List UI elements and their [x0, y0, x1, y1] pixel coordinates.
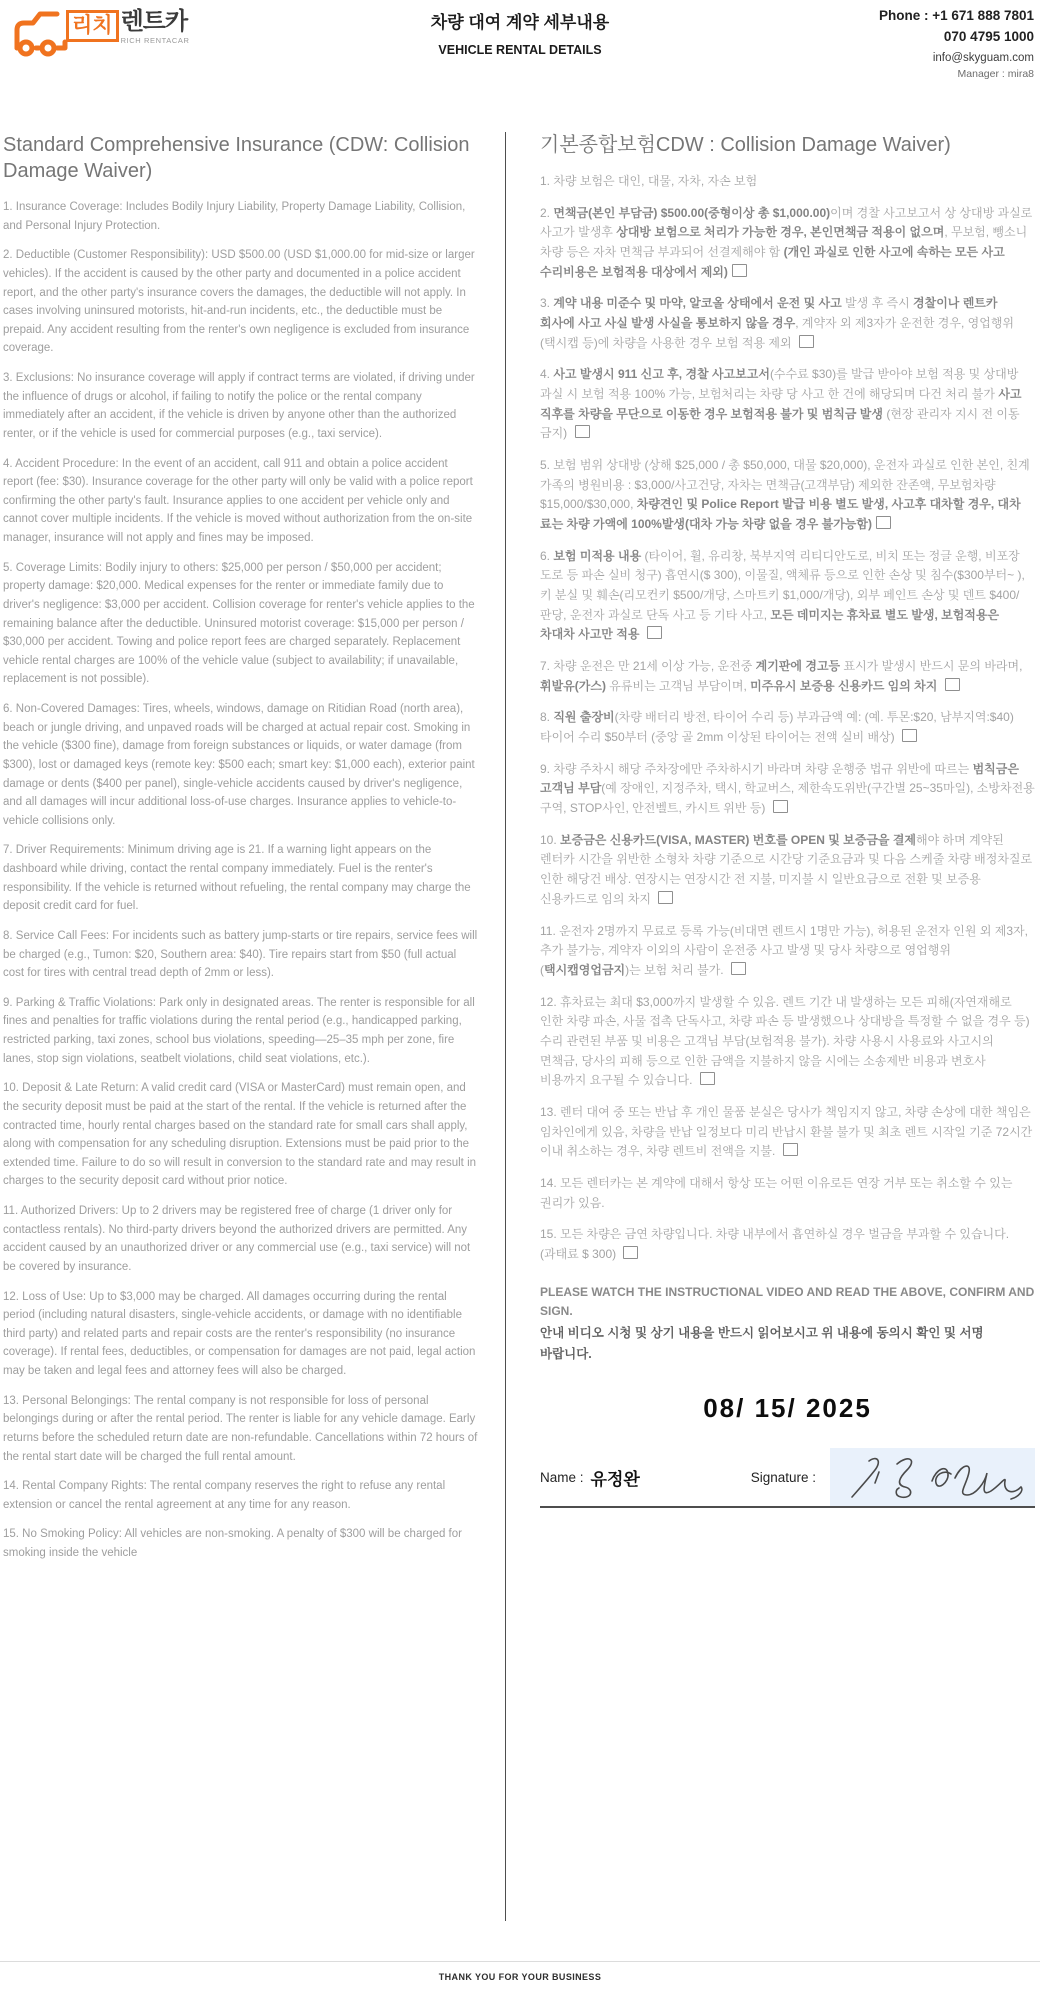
- confirmation-checkbox[interactable]: [575, 425, 590, 438]
- document-titles: [431, 8, 609, 57]
- policy-item-text: 13. 렌터 대여 중 또는 반납 후 개인 물품 분실은 당사가 책임지지 않고, 차량 손상에 대한 책임은 임차인에게 있음, 차량을 반납 일정보다 미리 반납시 환불 불가 및 최초 렌트 시작일 기준 72시간 이내 취소하는 경우, 차량 렌트비 전액을 지불.: [540, 1104, 1033, 1159]
- policy-item-bold-text: 사고 발생시 911 신고 후, 경찰 사고보고서: [553, 367, 770, 382]
- policy-item-text: (현장 관리자 지시 전 이동 금지): [540, 406, 1020, 441]
- confirmation-checkbox[interactable]: [658, 891, 673, 904]
- policy-item-text: 발생 후 즉시: [841, 296, 914, 311]
- policy-item-bold-text: 계기판에 경고등: [755, 659, 841, 674]
- logo-text-rentcar: 렌트카: [120, 8, 188, 35]
- policy-item-text: 3.: [540, 296, 554, 311]
- policy-item-bold-text: 보증금은 신용카드(VISA, MASTER) 번호를 OPEN 및 보증금을 결제: [560, 832, 917, 847]
- policy-item-text: 2.: [540, 205, 554, 220]
- policy-paragraph-en: 11. Authorized Drivers: Up to 2 drivers may be registered free of charge (1 driver only for contactless rentals). No third-party drivers beyond the authorized drivers are permitted. Any accident caused by an unauthorized driver or any commercial use (e.g., taxi service) will not be covered by insurance.: [3, 1205, 471, 1273]
- policy-item-ko: [540, 365, 1035, 444]
- policy-paragraph-en: 5. Coverage Limits: Bodily injury to others: $25,000 per person / $50,000 per accident; property damage: $20,000. Medical expenses for the renter or immediate family due to driver's negligence: $3,000 per accident. Collision coverage for renter's vehicle applies to the remaining balance after the deductible. Uninsured motorist coverage: $15,000 per person / $30,000 per accident. Towing and police report fees are charged separately. Replacement vehicle rental charges are 100% of the vehicle value (subject to availability; if unavailable, replacement is not possible).: [3, 561, 475, 686]
- policy-item-text: , 계약자 외 제3자가 운전한 경우, 영업행위(택시캡 등)에 차량을 사용한 경우 보험 적용 제외: [540, 316, 1015, 350]
- confirmation-checkbox[interactable]: [902, 729, 917, 742]
- policy-paragraph-en: 2. Deductible (Customer Responsibility): USD $500.00 (USD $1,000.00 for mid-size or larger vehicles). If the accident is caused by the other party and documented in a police accident report, and the other party's insurance covers the damages, the deductible will not apply. In cases involving uninsured motorists, hit-and-run incidents, etc., the deductible must be prepaid. Any accident resulting from the renter's own negligence is excluded from insurance coverage.: [3, 249, 475, 355]
- confirmation-checkbox[interactable]: [731, 962, 746, 975]
- policy-item-bold-text: 범칙금은 고객님 부담: [540, 761, 1019, 796]
- email-address: info@skyguam.com: [932, 51, 1034, 64]
- policy-item-text: 14. 모든 렌터카는 본 계약에 대해서 항상 또는 어떤 이유로든 연장 거부 또는 취소할 수 있는 권리가 있음.: [540, 1175, 1013, 1210]
- name-label: Name :: [540, 1469, 584, 1485]
- logo-subtitle: RICH RENTACAR: [120, 36, 190, 45]
- policy-item-bold-text: 직원 출장비: [553, 710, 615, 725]
- policy-item-bold-text: 차량견인 및 Police Report 발급 비용 별도 발생, 사고후 대차할 경우, 대차 료는 차량 가액에 100%발생(대차 가능 차량 없을 경우 불가능함): [540, 497, 1021, 532]
- policy-item-text: 12. 휴차료는 최대 $3,000까지 발생할 수 있음. 렌트 기간 내 발생하는 모든 피해(자연재해로 인한 차량 파손, 사물 접촉 단독사고, 차량 파손 등 발생했으나 상대방을 특정할 수 없을 경우 등) 수리 관련된 부품 및 비용은 고객님 부담(보험적용 불가). 차량 사용시 사용료와 사고시의 면책금, 당사의 피해 등으로 인한 금액을 지불하지 않을 시에는 소송제반 비용과 변호사 비용까지 요구될 수 있습니다.: [540, 994, 1030, 1088]
- confirmation-checkbox[interactable]: [647, 626, 662, 639]
- policy-item-ko: [540, 657, 1035, 696]
- policy-item-ko: [540, 204, 1035, 283]
- confirmation-checkbox[interactable]: [623, 1246, 638, 1259]
- policy-item-text: 1. 차량 보험은 대인, 대물, 자차, 자손 보험: [540, 174, 758, 188]
- logo-text-rich: 리치: [66, 10, 119, 42]
- policy-item-text: 8.: [540, 710, 554, 725]
- phone-number-2: 070 4795 1000: [943, 28, 1034, 44]
- car-icon: [10, 8, 72, 60]
- policy-paragraph-en: 8. Service Call Fees: For incidents such as battery jump-starts or tire repairs, service fees will be charged (e.g., Tumon: $20, Southern area: $40). Tire repairs start from $50 (full actual cost for tires with central tread depth of 2mm or less).: [3, 929, 478, 980]
- signature-row: [540, 1448, 1035, 1508]
- policy-item-ko: [540, 1174, 1035, 1213]
- policy-item-bold-text: (개인 과실로 인한 사고에 속하는 모든 사고 수리비용은 보험적용 대상에서 제외): [540, 245, 1005, 279]
- english-terms-heading: Standard Comprehensive Insurance (CDW: Collision Damage Waiver): [3, 134, 470, 182]
- confirmation-checkbox[interactable]: [945, 678, 960, 691]
- policy-item-ko: [540, 993, 1035, 1091]
- policy-item-ko: [540, 760, 1035, 819]
- policy-item-text: 4.: [540, 367, 554, 382]
- policy-item-text: 5. 보험 범위 상대방 (상해 $25,000 / 총 $50,000, 대물 $20,000), 운전자 과실로 인한 본인, 친계 가족의 병원비용 : $3,000/사고건당, 자차는 면책금(고객부담) 제외한 잔존액, 무보험차량 $15,000/$30,000,: [540, 458, 1030, 512]
- korean-terms-items: [540, 172, 1035, 1265]
- policy-item-text: (타이어, 휠, 유리창, 북부지역 리티디안도로, 비치 또는 정글 운행, 비포장 도로 등 파손 실비 청구) 흡연시($ 300), 이물질, 액체류 등으로 인한 손상 및 침수($300부터~ ), 키 분실 및 훼손(리모컨키 $500/개당, 스마트키 $1,000/개당), 외부 페인트 손상 및 덴트 $400/판당, 운전자 과실로 단독 사고 등 기타 사고,: [540, 548, 1025, 622]
- confirmation-checkbox[interactable]: [799, 335, 814, 348]
- policy-paragraph-en: 9. Parking & Traffic Violations: Park only in designated areas. The renter is responsible for all fines and penalties for traffic violations during the rental period (e.g., handicapped parking, restricted parking, taxi zones, school bus violations, speeding—25–35 mph per zone, fire lanes, stop sign violations, seatbelt violations, child seat violations, etc.).: [3, 996, 475, 1065]
- policy-item-text: 유류비는 고객님 부담이며,: [605, 678, 751, 693]
- confirmation-notice-english: PLEASE WATCH THE INSTRUCTIONAL VIDEO AND READ THE ABOVE, CONFIRM AND SIGN.: [540, 1284, 1035, 1318]
- policy-item-ko: [540, 456, 1035, 535]
- confirmation-checkbox[interactable]: [773, 800, 788, 813]
- policy-item-text: 표시가 발생시 반드시 문의 바라며,: [840, 659, 1023, 674]
- policy-item-text: 이며 경찰 사고보고서 상 상대방 과실로 사고가 발생후: [540, 205, 1033, 240]
- policy-item-text: (차량 배터리 방전, 타이어 수리 등) 부과금액 예: (예. 투몬:$20, 남부지역:$40) 타이어 수리 $50부터 (중앙 골 2mm 이상된 타이어는 전액 실비 배상): [540, 710, 1014, 745]
- policy-item-text: 15. 모든 차량은 금연 차량입니다. 차량 내부에서 흡연하실 경우 벌금을 부과할 수 있습니다. (과태료 $ 300): [540, 1227, 1010, 1261]
- policy-item-ko: [540, 294, 1035, 353]
- policy-item-bold-text: 휘발유(가스): [540, 678, 606, 693]
- policy-item-bold-text: 보험 미적용 내용: [553, 548, 642, 563]
- policy-item-bold-text: 경찰이나 렌트카 회사에 사고 사실 발생 사실을 통보하지 않을 경우: [540, 296, 998, 331]
- policy-paragraph-en: 14. Rental Company Rights: The rental company reserves the right to refuse any rental extension or cancel the rental agreement at any time for any reason.: [3, 1480, 446, 1511]
- policy-item-bold-text: 미주유시 보증용 신용카드 임의 차지: [750, 678, 941, 693]
- policy-item-text: , 무보험, 뺑소니 차량 등은 자차 면책금 부과되어 선결제해야 함: [540, 225, 1028, 260]
- signature-field[interactable]: [830, 1448, 1035, 1506]
- policy-item-bold-text: 계약 내용 미준수 및 마약, 알코올 상태에서 운전 및 사고: [553, 296, 842, 311]
- contact-info: [879, 6, 1034, 80]
- policy-paragraph-en: 15. No Smoking Policy: All vehicles are non-smoking. A penalty of $300 will be charged for smoking inside the vehicle: [3, 1528, 462, 1559]
- confirmation-checkbox[interactable]: [700, 1072, 715, 1085]
- policy-item-text: (수수료 $30)를 발급 받아야 보험 적용 및 상대방 과실 시 보험 적용 100% 가능, 보험처리는 차량 당 사고 한 건에 해당되며 다건 처리 불가: [540, 367, 1019, 402]
- page-footer: [0, 1961, 1040, 1992]
- policy-item-text: 해야 하며 계약된 렌터카 시간을 위반한 소형차 차량 기준으로 시간당 기준요금과 및 다음 스케줄 차량 배정차질로 인한 해당건 배상. 연장시는 연장시간 전 지불, 미지불 시 일반요금으로 전환 및 보증용 신용카드로 임의 차지: [540, 832, 1033, 906]
- agreement-date: 08/ 15/ 2025: [703, 1393, 872, 1424]
- policy-item-ko: [540, 831, 1035, 910]
- page-title-english: VEHICLE RENTAL DETAILS: [438, 43, 602, 57]
- policy-item-bold-text: 상대방 보험으로 처리가 가능한 경우, 본인면책금 적용이 없으며: [616, 225, 945, 240]
- policy-item-ko: [540, 547, 1035, 645]
- policy-item-text: )는 보험 처리 불가.: [625, 962, 727, 977]
- policy-item-ko: [540, 708, 1035, 747]
- page-header: [0, 0, 1040, 112]
- korean-terms-heading: 기본종합보험CDW : Collision Damage Waiver): [540, 134, 951, 156]
- policy-paragraph-en: 7. Driver Requirements: Minimum driving age is 21. If a warning light appears on the dashboard while driving, contact the rental company immediately. Fuel is the renter's responsibility. If the vehicle is returned without refueling, the rental company may charge the deposit credit card for fuel.: [3, 844, 471, 913]
- policy-paragraph-en: 4. Accident Procedure: In the event of an accident, call 911 and obtain a police accident report (fee: $30). Insurance coverage for the other party will only be valid with a police report confirming the other party's fault. Insurance applies to one accident per vehicle only and cannot cover multiple incidents. If the vehicle is moved without authorization from the on-site manager, insurance will not apply and fines may be imposed.: [3, 457, 473, 544]
- policy-item-text: 7. 차량 운전은 만 21세 이상 가능, 운전중: [540, 659, 756, 674]
- policy-item-ko: [540, 922, 1035, 981]
- policy-item-ko: [540, 1225, 1035, 1264]
- policy-item-ko: [540, 1103, 1035, 1162]
- policy-paragraph-en: 1. Insurance Coverage: Includes Bodily Injury Liability, Property Damage Liability, Collision, and Personal Injury Protection.: [3, 201, 466, 232]
- policy-item-text: 9. 차량 주차시 해당 주차장에만 주차하시기 바라며 차량 운행중 법규 위반에 따르는: [540, 761, 973, 776]
- footer-message: THANK YOU FOR YOUR BUSINESS: [438, 1972, 602, 1982]
- policy-item-text: 6.: [540, 548, 554, 563]
- policy-item-ko: [540, 172, 1035, 192]
- policy-paragraph-en: 12. Loss of Use: Up to $3,000 may be charged. All damages occurring during the rental period (including natural disasters, single-vehicle accidents, or damage with no identifiable third party) and related parts and repair costs are the renter's responsibility (no insurance coverage). If rental fees, deductibles, or compensation for damages are not paid, legal action may be taken and legal fees and attorney fees will also be charged.: [3, 1290, 476, 1377]
- manager-name: Manager : mira8: [957, 67, 1034, 80]
- policy-paragraph-en: 6. Non-Covered Damages: Tires, wheels, windows, damage on Ritidian Road (north area), beach or jungle driving, and unpaved roads will be charged at actual repair cost. Smoking in the vehicle ($300 fine), damage from foreign substances or liquids, or water damage (from $300), lost or damaged keys (remote key: $500 each; smart key: $1,000 each), exterior paint damage or dents ($400 per panel), single-vehicle accidents caused by driver's negligence, and all damages will incur additional loss-of-use charges. Insurance applies to vehicle-to-vehicle collisions only.: [3, 703, 475, 827]
- policy-paragraph-en: 10. Deposit & Late Return: A valid credit card (VISA or MasterCard) must remain open, and the security deposit must be paid at the start of the rental. If the vehicle is returned after the contracted time, hourly rental charges based on the standard rate for small cars shall apply, along with compensation for any scheduling disruption. Extensions must be paid prior to the extended time. Failure to do so will result in conversion to the standard rate and may result in charges to the security deposit card without prior notice.: [3, 1082, 477, 1188]
- korean-terms-column: [506, 132, 1040, 1961]
- page-title-korean: 차량 대여 계약 세부내용: [430, 13, 610, 32]
- english-terms-paragraphs: [3, 198, 479, 1563]
- confirmation-checkbox[interactable]: [732, 264, 747, 277]
- terms-section: [0, 112, 1040, 1961]
- confirmation-notice-korean: 안내 비디오 시청 및 상기 내용을 반드시 읽어보시고 위 내용에 동의시 확인 및 서명 바랍니다.: [540, 1325, 984, 1362]
- policy-paragraph-en: 3. Exclusions: No insurance coverage will apply if contract terms are violated, if driving under the influence of drugs or alcohol, if failing to notify the police or the rental company immediately after an accident, if the vehicle is driven by anyone other than the authorized renter, or if the vehicle is used for commercial purposes (e.g., taxi service).: [3, 372, 475, 440]
- policy-paragraph-en: 13. Personal Belongings: The rental company is not responsible for loss of personal belongings during or after the rental period. The renter is liable for any vehicle damage. Early returns before the scheduled return date are non-refundable. Cancellations within 72 hours of the rental start date will be charged the full rental amount.: [3, 1394, 478, 1463]
- phone-number-1: Phone : +1 671 888 7801: [879, 8, 1034, 23]
- policy-item-text: (예 장애인, 지정주차, 택시, 학교버스, 제한속도위반(구간별 25~35마일), 소방차전용 구역, STOP사인, 안전벨트, 카시트 위반 등): [540, 781, 1035, 816]
- policy-item-bold-text: 모든 데미지는 휴차료 별도 발생, 보험적용은 차대차 사고만 적용: [540, 607, 1000, 642]
- policy-item-bold-text: 택시캡영업금지: [544, 962, 626, 977]
- signature-image: [835, 1451, 1030, 1503]
- policy-item-bold-text: 면책금(본인 부담금) $500.00(중형이상 총 $1,000.00): [553, 205, 831, 220]
- signature-label: Signature :: [750, 1469, 816, 1485]
- policy-item-bold-text: 사고 직후를 차량을 무단으로 이동한 경우 보험적용 불가 및 범칙금 발생: [540, 387, 1022, 421]
- confirmation-checkbox[interactable]: [783, 1143, 798, 1156]
- renter-name: 유정완: [590, 1469, 640, 1489]
- policy-item-text: 11. 운전자 2명까지 무료로 등록 가능(비대면 렌트시 1명만 가능), 허용된 운전자 인원 외 제3자, 추가 불가능, 계약자 이외의 사람이 운전중 사고 발생 및 당사 차량으로 영업행위(: [540, 923, 1028, 977]
- english-terms-column: [0, 132, 505, 1961]
- confirmation-checkbox[interactable]: [876, 516, 891, 529]
- policy-item-text: 10.: [540, 832, 561, 847]
- company-logo: [10, 8, 190, 60]
